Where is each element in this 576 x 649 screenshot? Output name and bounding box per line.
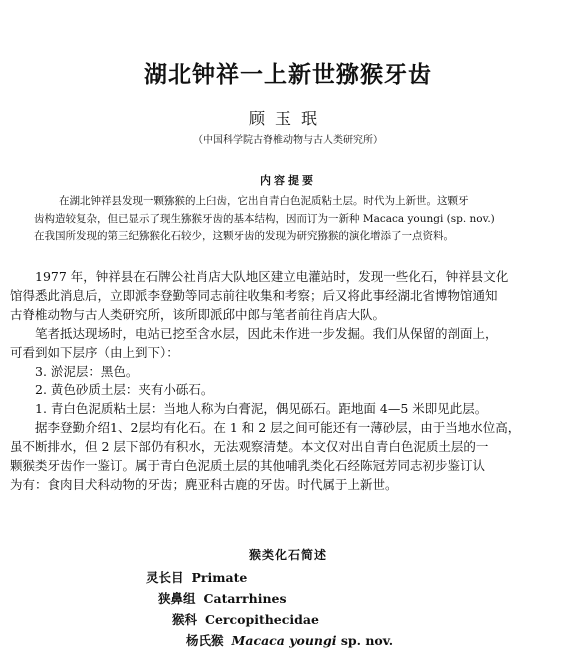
body-line: 虽不断排水，但 2 层下部仍有积水，无法观察清楚。本文仅对出自青白色泥质土层的一 xyxy=(10,439,489,455)
taxon-latin: Catarrhines xyxy=(203,591,287,606)
abstract-line: 齿构造较复杂，但已显示了现生猕猴牙齿的基本结构，因而订为一新种 Macaca youngi (sp. nov.) xyxy=(34,212,495,225)
body-line: 1977 年，钟祥县在石牌公社肖店大队地区建立电灌站时，发现一些化石，钟祥县文化 xyxy=(35,269,509,284)
section-heading: 猴类化石简述 xyxy=(248,548,327,562)
taxon-species xyxy=(186,631,393,649)
taxon-family xyxy=(172,610,319,628)
body-line: 古脊椎动物与古人类研究所，该所即派邱中郎与笔者前往肖店大队。 xyxy=(10,306,386,322)
abstract-line: 在湖北钟祥县发现一颗猕猴的上臼齿，它出自青白色泥质粘土层。时代为上新世。这颗牙 xyxy=(59,195,469,207)
taxon-group xyxy=(158,589,287,607)
taxon-cn: 猴科 xyxy=(172,612,198,627)
taxon-cn: 狭鼻组 xyxy=(158,591,196,606)
paper-title: 湖北钟祥一上新世猕猴牙齿 xyxy=(144,62,432,88)
body-line: 可看到如下层序（由上到下）： xyxy=(10,344,179,360)
main-text xyxy=(10,268,570,495)
abstract-heading: 内容提要 xyxy=(260,174,316,187)
taxon-latin: Primate xyxy=(191,570,248,585)
taxon-latin: Macaca youngi xyxy=(231,633,337,648)
author-name: 顾玉珉 xyxy=(248,109,327,128)
body-line: 为有：食肉目犬科动物的牙齿；麂亚科古鹿的牙齿。时代属于上新世。 xyxy=(10,476,398,492)
stratum-item: 2. 黄色砂质土层：夹有小砾石。 xyxy=(35,382,214,398)
taxon-latin: Cercopithecidae xyxy=(205,612,319,627)
abstract-body xyxy=(34,193,540,246)
author-affiliation: （中国科学院古脊椎动物与古人类研究所） xyxy=(193,135,383,146)
taxon-cn: 灵长目 xyxy=(146,570,184,585)
taxon-order xyxy=(146,568,247,586)
body-line: 据李登勤介绍1、2层均有化石。在 1 和 2 层之间可能还有一薄砂层，由于当地水位高， xyxy=(35,420,521,436)
stratum-item: 3. 淤泥层：黑色。 xyxy=(35,363,139,379)
abstract-line: 在我国所发现的第三纪猕猴化石较少，这颗牙齿的发现为研究猕猴的演化增添了一点资料。 xyxy=(34,230,454,242)
stratum-item: 1. 青白色泥质粘土层：当地人称为白膏泥，偶见砾石。距地面 4—5 米即见此层。 xyxy=(35,401,488,417)
body-line: 馆得悉此消息后，立即派李登勤等同志前往收集和考察；后又将此事经湖北省博物馆通知 xyxy=(10,287,498,303)
taxon-suffix: sp. nov. xyxy=(336,633,394,648)
body-line: 颗猴类牙齿作一鉴订。属于青白色泥质土层的其他哺乳类化石经陈冠芳同志初步鉴订认 xyxy=(10,458,486,474)
taxon-cn: 杨氏猴 xyxy=(186,633,224,648)
body-line: 笔者抵达现场时，电站已挖至含水层，因此未作进一步发掘。我们从保留的剖面上， xyxy=(35,325,498,341)
